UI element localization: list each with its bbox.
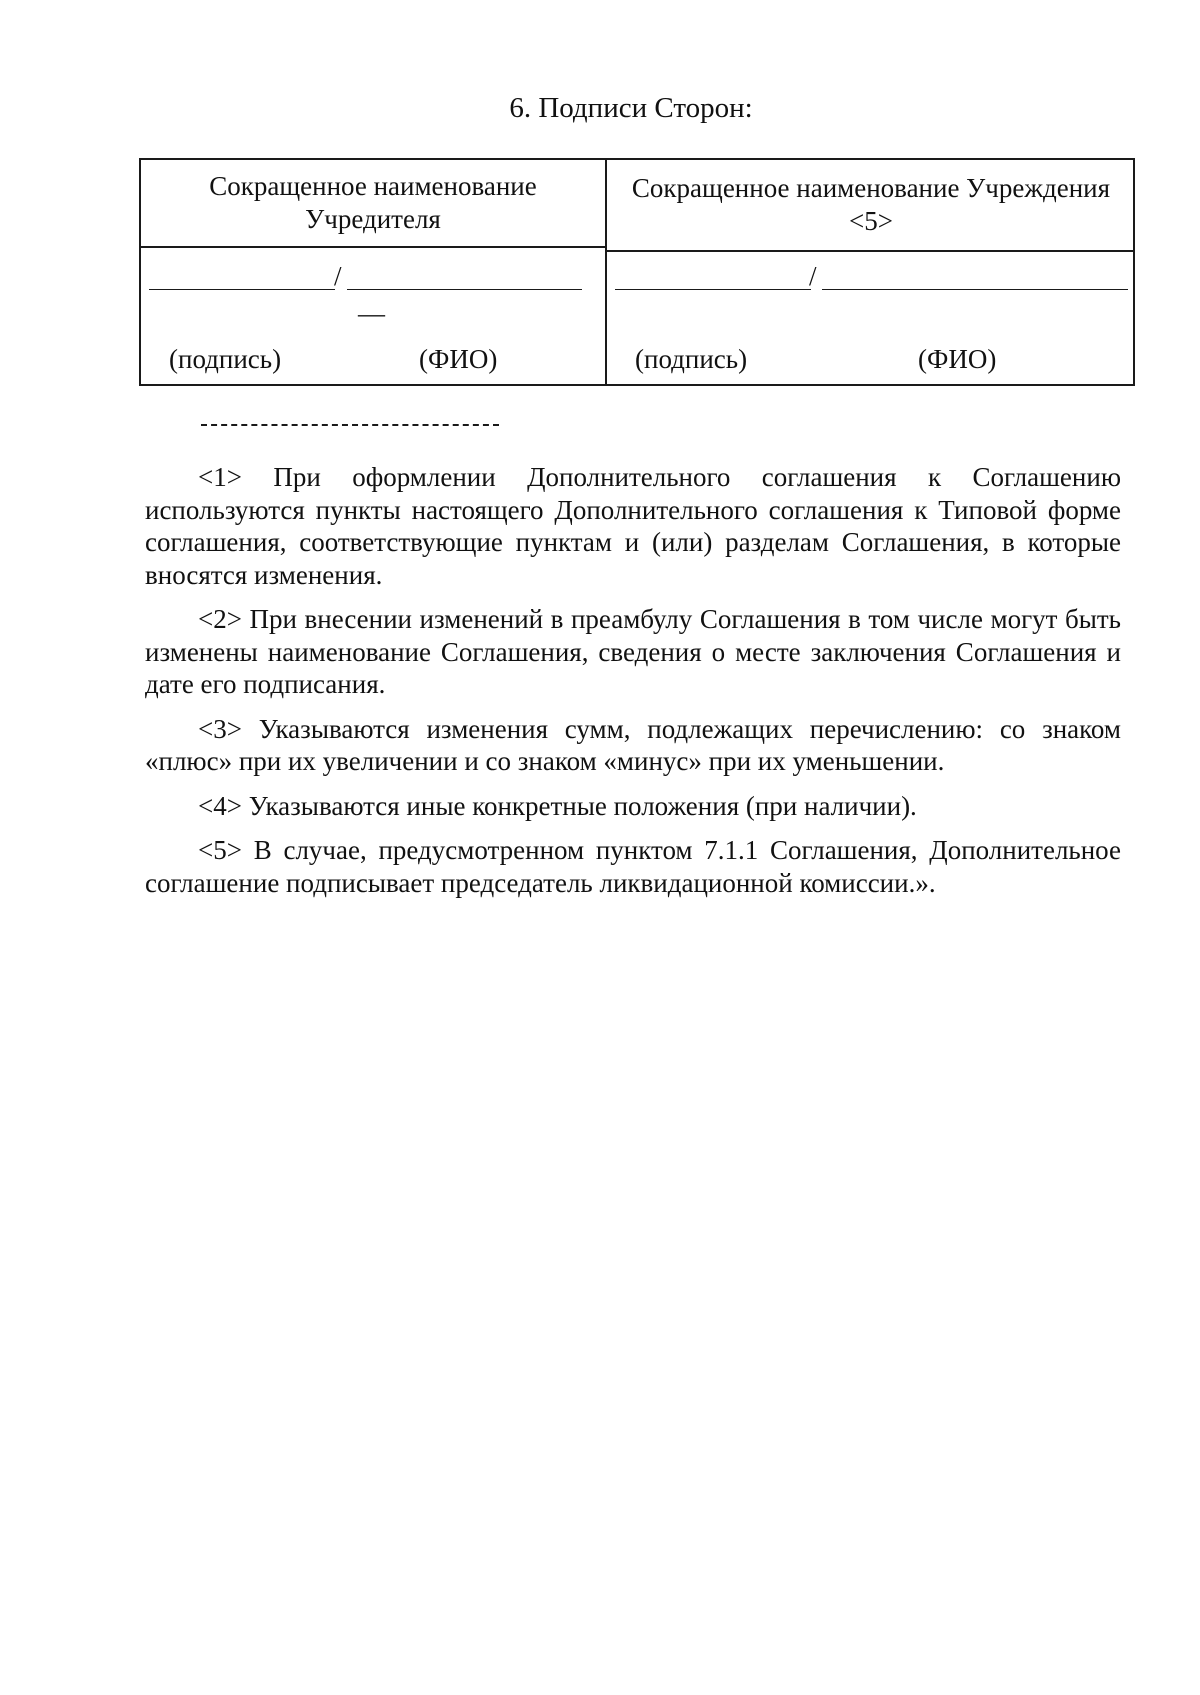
footnote-separator bbox=[201, 424, 499, 426]
section-heading: 6. Подписи Сторон: bbox=[509, 92, 753, 124]
table-row-divider-right bbox=[607, 250, 1133, 252]
founder-signature-line[interactable] bbox=[149, 289, 335, 290]
founder-separator: / bbox=[334, 261, 342, 291]
founder-signature-caption: (подпись) bbox=[169, 344, 282, 374]
footnote-2: <2> При внесении изменений в преамбулу Соглашения в том числе могут быть изменены наименование Соглашения, сведения о месте заключения Соглашения и дате его подписания. bbox=[145, 604, 1121, 699]
institution-header-line-1: Сокращенное наименование Учреждения bbox=[631, 173, 1111, 203]
founder-name-line[interactable] bbox=[347, 289, 582, 290]
institution-header bbox=[607, 172, 1135, 238]
institution-header-line-2: <5> bbox=[849, 206, 893, 236]
table-row-divider-left bbox=[141, 246, 606, 248]
founder-header-line-2: Учредителя bbox=[305, 204, 441, 234]
founder-header-line-1: Сокращенное наименование bbox=[209, 171, 537, 201]
founder-header bbox=[141, 170, 605, 236]
footnote-5: <5> В случае, предусмотренном пунктом 7.1.1 Соглашения, Дополнительное соглашение подписывает председатель ликвидационной комиссии.». bbox=[145, 835, 1121, 898]
footnote-1: <1> При оформлении Дополнительного соглашения к Соглашению используются пункты настоящего Дополнительного соглашения к Типовой форме соглашения, соответствующие пунктам и (или) разделам Соглашения, в которые вносятся изменения. bbox=[145, 462, 1121, 590]
founder-dash: — bbox=[358, 298, 385, 328]
institution-separator: / bbox=[809, 261, 817, 291]
footnote-4: <4> Указываются иные конкретные положения (при наличии). bbox=[198, 790, 917, 821]
institution-name-caption: (ФИО) bbox=[918, 344, 997, 374]
footnotes bbox=[145, 461, 1121, 911]
footnote-3: <3> Указываются изменения сумм, подлежащих перечислению: со знаком «плюс» при их увеличении и со знаком «минус» при их уменьшении. bbox=[145, 713, 1121, 776]
signature-table bbox=[139, 158, 1135, 386]
institution-signature-line[interactable] bbox=[615, 289, 811, 290]
founder-name-caption: (ФИО) bbox=[419, 344, 498, 374]
institution-name-line[interactable] bbox=[822, 289, 1128, 290]
institution-signature-caption: (подпись) bbox=[635, 344, 748, 374]
